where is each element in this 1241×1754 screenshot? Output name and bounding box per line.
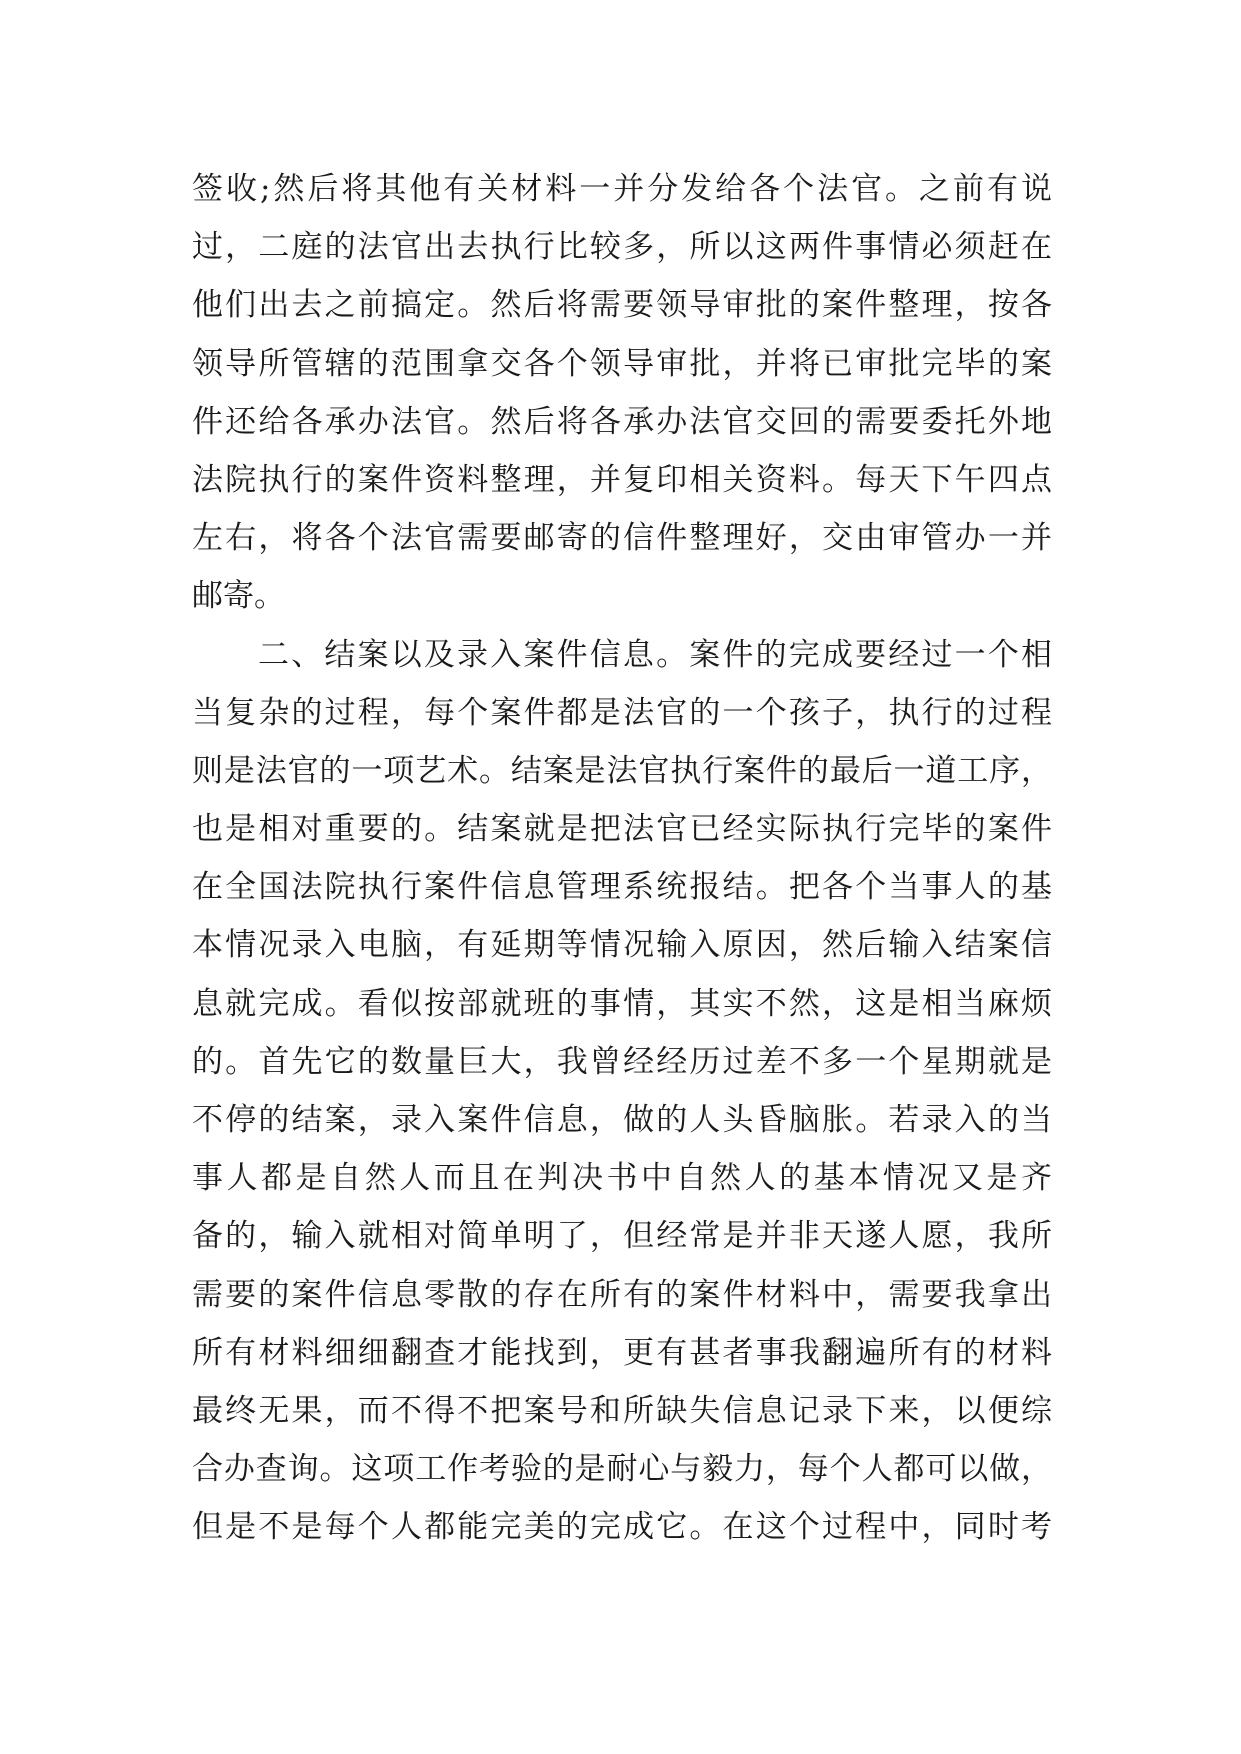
text-line: 但是不是每个人都能完美的完成它。在这个过程中，同时考 — [192, 1509, 1052, 1546]
text-line: 法院执行的案件资料整理，并复印相关资料。每天下午四点 — [192, 461, 1052, 498]
text-line: 签收;然后将其他有关材料一并分发给各个法官。之前有说 — [192, 171, 1052, 207]
text-line: 在全国法院执行案件信息管理系统报结。把各个当事人的基 — [192, 869, 1052, 906]
text-line: 也是相对重要的。结案就是把法官已经实际执行完毕的案件 — [192, 811, 1052, 848]
text-line: 备的，输入就相对简单明了，但经常是并非天遂人愿，我所 — [192, 1218, 1052, 1255]
text-line: 事人都是自然人而且在判决书中自然人的基本情况又是齐 — [192, 1160, 1052, 1197]
text-line: 息就完成。看似按部就班的事情，其实不然，这是相当麻烦 — [192, 985, 1052, 1022]
text-line: 左右，将各个法官需要邮寄的信件整理好，交由审管办一并 — [192, 520, 1052, 557]
text-line: 过，二庭的法官出去执行比较多，所以这两件事情必须赶在 — [192, 229, 1052, 266]
text-line: 他们出去之前搞定。然后将需要领导审批的案件整理，按各 — [192, 287, 1052, 324]
text-line: 邮寄。 — [192, 578, 285, 615]
text-line: 领导所管辖的范围拿交各个领导审批，并将已审批完毕的案 — [192, 345, 1052, 382]
text-line: 所有材料细细翻查才能找到，更有甚者事我翻遍所有的材料 — [192, 1334, 1052, 1371]
body-text — [192, 160, 1052, 1557]
text-line: 不停的结案，录入案件信息，做的人头昏脑胀。若录入的当 — [192, 1102, 1052, 1138]
text-line: 当复杂的过程，每个案件都是法官的一个孩子，执行的过程 — [192, 694, 1052, 731]
text-line: 最终无果，而不得不把案号和所缺失信息记录下来，以便综 — [192, 1392, 1052, 1429]
text-line: 则是法官的一项艺术。结案是法官执行案件的最后一道工序， — [192, 752, 1052, 789]
text-line: 二、结案以及录入案件信息。案件的完成要经过一个相 — [258, 636, 1052, 673]
text-line: 合办查询。这项工作考验的是耐心与毅力，每个人都可以做， — [192, 1451, 1052, 1488]
text-line: 需要的案件信息零散的存在所有的案件材料中，需要我拿出 — [192, 1276, 1052, 1313]
text-line: 本情况录入电脑，有延期等情况输入原因，然后输入结案信 — [192, 927, 1052, 964]
text-line: 的。首先它的数量巨大，我曾经经历过差不多一个星期就是 — [192, 1043, 1052, 1080]
text-line: 件还给各承办法官。然后将各承办法官交回的需要委托外地 — [192, 403, 1052, 440]
